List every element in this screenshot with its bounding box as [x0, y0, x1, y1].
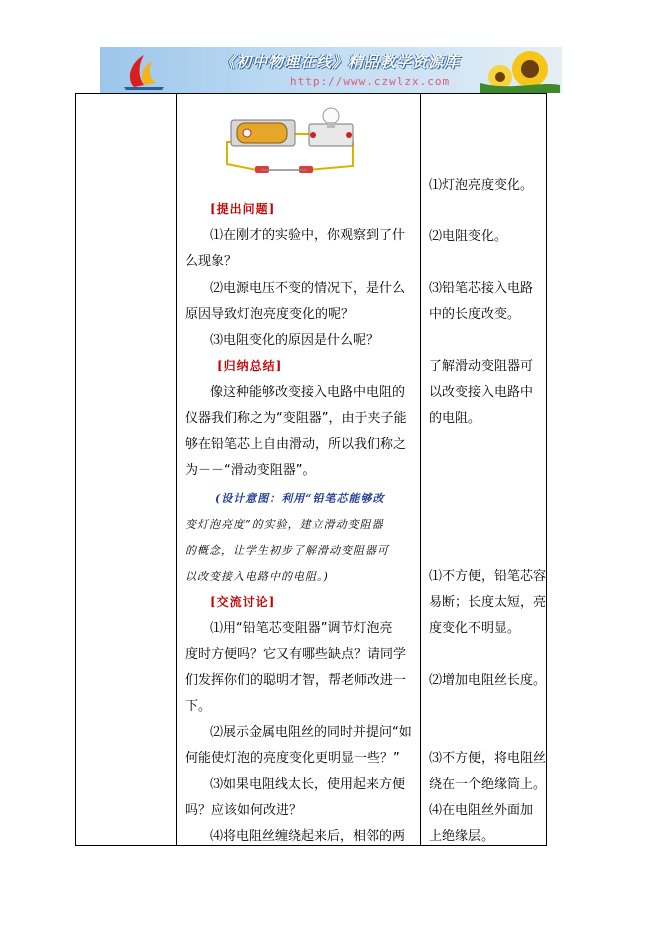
design-intent-line-2: 变灯泡亮度”的实验，建立滑动变阻器 [185, 518, 384, 531]
question-1-line-2: 么现象？ [185, 254, 238, 269]
summary-line-1: 像这种能够改变接入电路中电阻的 [210, 385, 406, 400]
section-heading-questions: [提出问题] [210, 202, 276, 216]
reply-3-line-1: ⑶不方便，将电阻丝 [429, 751, 547, 766]
goal-line-3: 的电阻。 [429, 411, 482, 426]
question-2-line-2: 原因导致灯泡亮度变化的呢？ [185, 307, 355, 322]
section-heading-summary: [归纳总结] [217, 359, 283, 373]
discussion-2-line-1: ⑵展示金属电阻丝的同时并提问“如 [210, 725, 412, 740]
design-intent-line-4: 以改变接入电路中的电阻。) [185, 570, 329, 583]
banner-url[interactable]: http://www.czwlzx.com [290, 75, 451, 88]
reply-4-line-1: ⑷在电阻丝外面加 [429, 803, 534, 818]
column-divider [420, 94, 421, 845]
discussion-4-line-1: ⑷将电阻丝缠绕起来后，相邻的两 [210, 829, 406, 844]
answer-2: ⑵电阻变化。 [429, 229, 508, 244]
discussion-1-line-3: 们发挥你们的聪明才智，帮老师改进一 [185, 673, 407, 688]
header-banner [100, 47, 562, 93]
reply-1-line-1: ⑴不方便，铅笔芯容 [429, 569, 547, 584]
reply-1-line-2: 易断；长度太短，亮 [429, 595, 547, 610]
answer-1: ⑴灯泡亮度变化。 [429, 178, 534, 193]
discussion-3-line-1: ⑶如果电阻线太长，使用起来方便 [210, 777, 406, 792]
banner-title: 《初中物理在线》精品教学资源库 [220, 53, 461, 71]
design-intent-line-1: (设计意图：利用“铅笔芯能够改 [215, 492, 385, 505]
summary-line-4: 为－－“滑动变阻器”。 [185, 463, 316, 478]
question-1-line-1: ⑴在刚才的实验中，你观察到了什 [210, 228, 406, 243]
circuit-diagram-icon [217, 106, 367, 178]
question-3: ⑶电阻变化的原因是什么呢？ [210, 333, 380, 348]
answer-3-line-2: 中的长度改变。 [429, 307, 521, 322]
summary-line-3: 够在铅笔芯上自由滑动，所以我们称之 [185, 437, 407, 452]
discussion-1-line-1: ⑴用“铅笔芯变阻器”调节灯泡亮 [210, 621, 393, 636]
summary-line-2: 仪器我们称之为“变阻器”，由于夹子能 [185, 411, 407, 426]
reply-3-line-2: 绕在一个绝缘筒上。 [429, 777, 547, 792]
section-heading-discussion: [交流讨论] [210, 595, 276, 609]
sunflower-icon [480, 47, 560, 93]
reply-2: ⑵增加电阻丝长度。 [429, 673, 547, 688]
reply-4-line-2: 上绝缘层。 [429, 829, 495, 844]
lesson-table [75, 93, 547, 846]
design-intent-line-3: 的概念，让学生初步了解滑动变阻器可 [185, 544, 389, 557]
discussion-2-line-2: 何能使灯泡的亮度变化更明显一些？” [185, 751, 400, 766]
discussion-1-line-4: 下。 [185, 699, 212, 714]
question-2-line-1: ⑵电源电压不变的情况下，是什么 [210, 281, 406, 296]
column-divider [176, 94, 177, 845]
site-logo-icon [104, 49, 174, 91]
reply-1-line-3: 度变化不明显。 [429, 621, 521, 636]
goal-line-1: 了解滑动变阻器可 [429, 359, 534, 374]
goal-line-2: 以改变接入电路中 [429, 385, 534, 400]
discussion-1-line-2: 度时方便吗？它又有哪些缺点？请同学 [185, 647, 407, 662]
discussion-3-line-2: 吗？应该如何改进？ [185, 803, 303, 818]
answer-3-line-1: ⑶铅笔芯接入电路 [429, 281, 534, 296]
